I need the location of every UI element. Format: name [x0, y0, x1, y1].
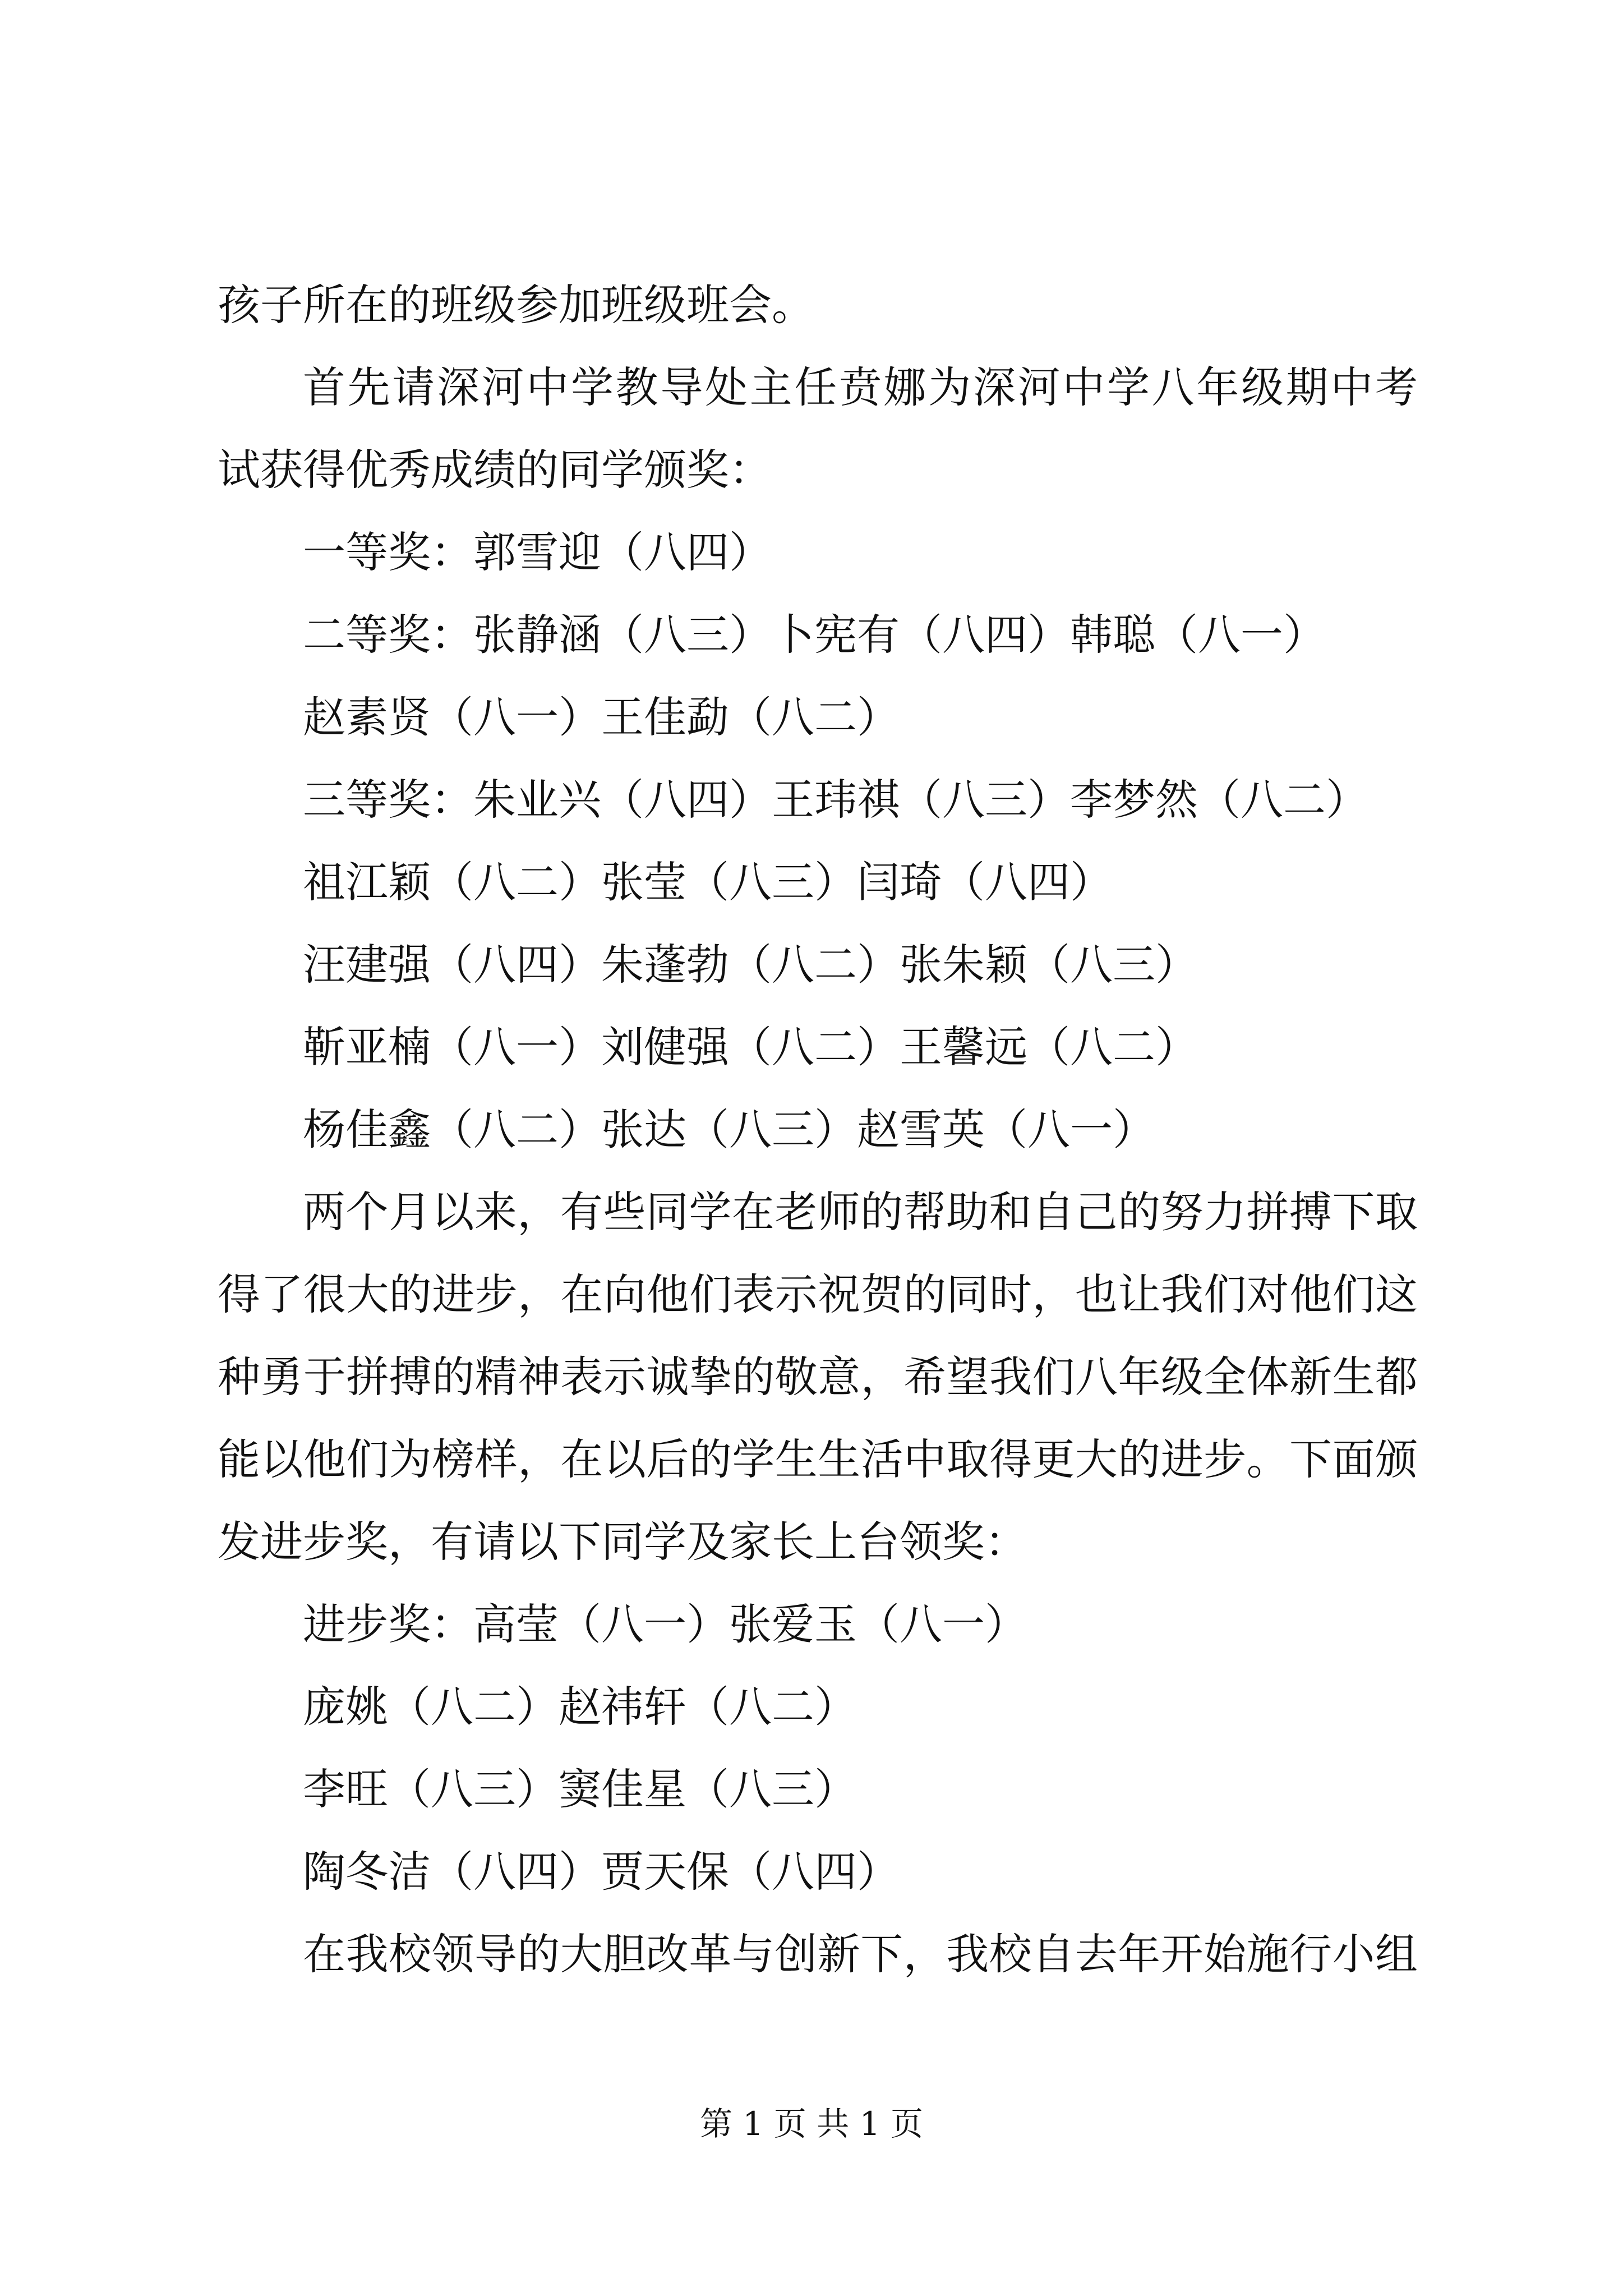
award-line: 一等奖：郭雪迎（八四） [303, 527, 772, 577]
award-line: 二等奖：张静涵（八三）卜宪有（八四）韩聪（八一） [303, 610, 1326, 660]
award-line: 汪建强（八四）朱蓬勃（八二）张朱颖（八三） [303, 940, 1198, 990]
text-line: 试获得优秀成绩的同学颁奖： [218, 445, 772, 495]
text-line: 两个月以来，有些同学在老师的帮助和自己的努力拼搏下取 [303, 1187, 1418, 1237]
document-body [218, 264, 1418, 1995]
text-line: 种勇于拼搏的精神表示诚挚的敬意，希望我们八年级全体新生都 [218, 1352, 1418, 1402]
page-number-footer: 第 1 页 共 1 页 [700, 2105, 923, 2143]
award-line: 杨佳鑫（八二）张达（八三）赵雪英（八一） [303, 1105, 1155, 1154]
award-line: 李旺（八三）窦佳星（八三） [303, 1764, 857, 1814]
award-line: 三等奖：朱业兴（八四）王玮祺（八三）李梦然（八二） [303, 775, 1368, 825]
text-line: 发进步奖，有请以下同学及家长上台领奖： [218, 1517, 1027, 1567]
text-line: 得了很大的进步，在向他们表示祝贺的同时，也让我们对他们这 [218, 1269, 1418, 1319]
award-line: 庞姚（八二）赵祎轩（八二） [303, 1682, 857, 1732]
text-line: 能以他们为榜样，在以后的学生生活中取得更大的进步。下面颁 [218, 1434, 1418, 1484]
text-line: 在我校领导的大胆改革与创新下，我校自去年开始施行小组 [303, 1929, 1418, 1979]
text-line: 首先请深河中学教导处主任贲娜为深河中学八年级期中考 [303, 362, 1418, 412]
text-line: 孩子所在的班级参加班级班会。 [218, 280, 814, 330]
award-line: 陶冬洁（八四）贾天保（八四） [303, 1847, 900, 1897]
award-line: 靳亚楠（八一）刘健强（八二）王馨远（八二） [303, 1022, 1198, 1072]
award-line: 进步奖：高莹（八一）张爱玉（八一） [303, 1599, 1027, 1649]
award-line: 赵素贤（八一）王佳勐（八二） [303, 692, 900, 742]
award-line: 祖江颖（八二）张莹（八三）闫琦（八四） [303, 857, 1113, 907]
